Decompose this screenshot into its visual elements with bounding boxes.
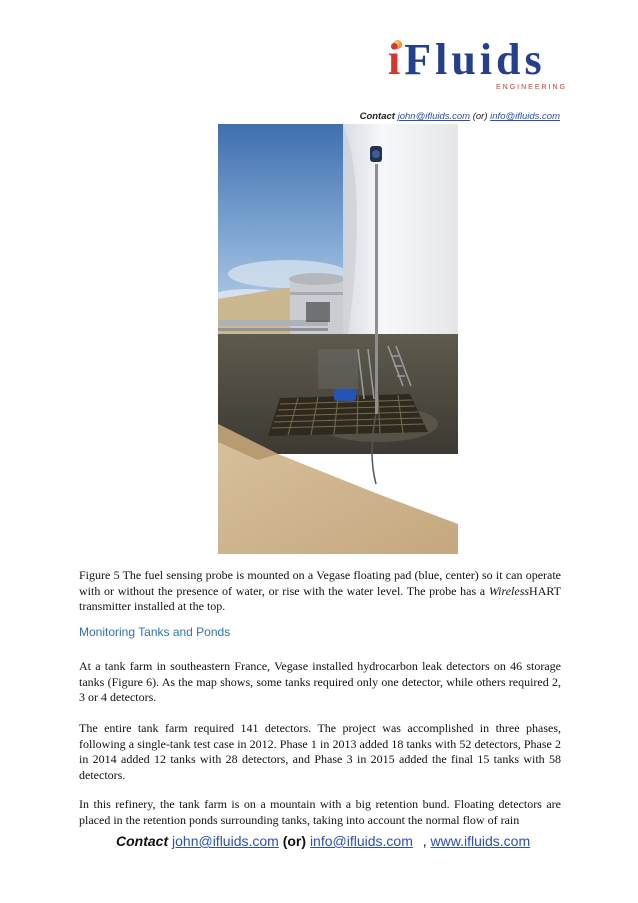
header-contact-label: Contact — [359, 111, 395, 122]
header-contact — [360, 111, 560, 122]
section-heading: Monitoring Tanks and Ponds — [79, 625, 231, 639]
footer-contact-label: Contact — [116, 833, 169, 849]
footer-contact-separator: (or) — [282, 833, 307, 849]
footer-website-link[interactable]: www.ifluids.com — [430, 833, 531, 849]
caption-text-1: Figure 5 The fuel sensing probe is mounted on a Vegase floating pad (blue, center) so it can operate with or without the presence of water, or rise with the water level. The probe has a — [79, 568, 561, 598]
paragraph-1: At a tank farm in southeastern France, Vegase installed hydrocarbon leak detectors on 46 storage tanks (Figure 6). As the map shows, some tanks required only one detector, while others required 2, 3 or 4 detectors. — [79, 659, 561, 704]
logo-subtitle: ENGINEERING — [496, 84, 568, 91]
header-contact-separator: (or) — [472, 111, 488, 122]
paragraph-2: The entire tank farm required 141 detectors. The project was accomplished in three phases, following a single-tank test case in 2012. Phase 1 in 2013 added 18 tanks with 52 detectors, Phase 2 in 2014 added 12 tanks with 28 detectors, and Phase 3 in 2015 added the final 15 tanks with 58 detectors. — [79, 721, 561, 782]
footer-email-link-1[interactable]: john@ifluids.com — [172, 833, 279, 849]
caption-italic: Wireless — [488, 583, 530, 598]
logo-brand-text: iFluids — [388, 35, 546, 84]
ifluids-logo — [388, 35, 568, 100]
footer-email-link-2[interactable]: info@ifluids.com — [309, 833, 413, 849]
tank-probe-photo — [218, 124, 458, 554]
header-email-link-1[interactable]: john@ifluids.com — [397, 111, 471, 122]
footer-comma: , — [422, 833, 427, 849]
header-email-link-2[interactable]: info@ifluids.com — [490, 111, 560, 122]
figure-caption — [79, 568, 561, 615]
footer-contact — [116, 833, 530, 849]
paragraph-3: In this refinery, the tank farm is on a mountain with a big retention bund. Floating detectors are placed in the retention ponds surrounding tanks, taking into account the normal flow of rain — [79, 797, 561, 827]
caption-text-2: HART transmitter installed at the top. — [79, 583, 561, 613]
